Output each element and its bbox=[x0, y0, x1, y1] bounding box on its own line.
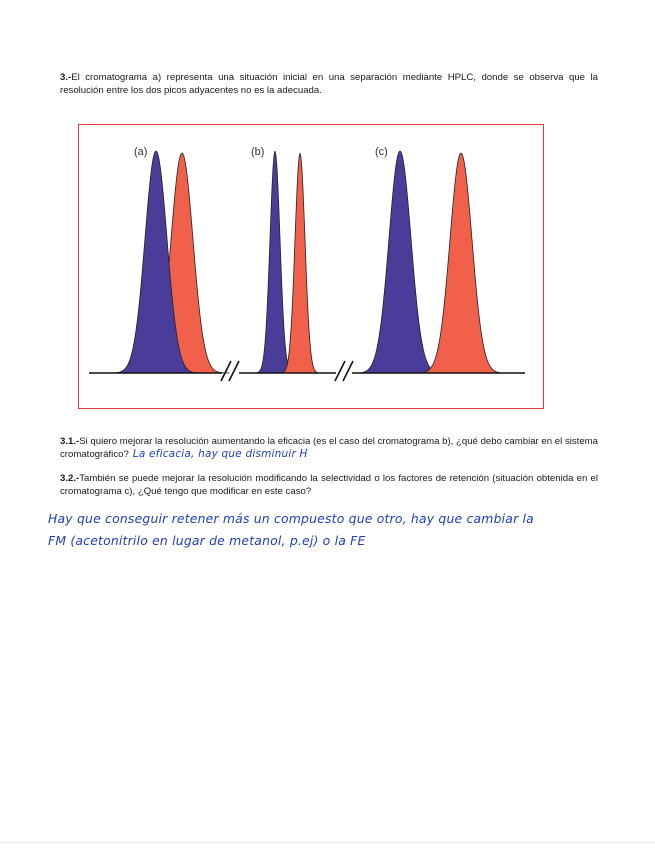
peak-b-red bbox=[282, 153, 318, 373]
question-3-2 bbox=[60, 472, 598, 498]
answer-line-1: Hay que conseguir retener más un compuesto que otro, hay que cambiar la bbox=[48, 511, 534, 526]
chromatogram-svg bbox=[79, 125, 545, 410]
question-3-1 bbox=[60, 435, 598, 461]
question-3-text: El cromatograma a) representa una situación inicial en una separación mediante HPLC, donde se observa que la resolución entre los dos picos adyacentes no es la adecuada. bbox=[60, 72, 598, 96]
question-3-1-handwritten-answer: La eficacia, hay que disminuir H bbox=[132, 448, 308, 460]
panel-label-b: (b) bbox=[251, 146, 265, 158]
question-3-2-handwritten-answer bbox=[48, 508, 608, 552]
answer-line-2: FM (acetonitrilo en lugar de metanol, p.ej) o la FE bbox=[48, 533, 366, 548]
chromatogram-figure bbox=[78, 124, 544, 409]
page-bottom-edge bbox=[0, 842, 655, 843]
peak-c-blue bbox=[362, 151, 439, 373]
question-3-2-number: 3.2.- bbox=[60, 473, 80, 484]
question-3-1-text: Si quiero mejorar la resolución aumentando la eficacia (es el caso del cromatograma b), ¿qué debo cambiar en el sistema cromatográfico? bbox=[60, 436, 598, 460]
question-3-2-text: También se puede mejorar la resolución modificando la selectividad o los factores de retención (situación obtenida en el cromatograma c), ¿Qué tengo que modificar en este caso? bbox=[60, 473, 598, 497]
question-3-number: 3.- bbox=[60, 72, 72, 83]
question-3-1-number: 3.1.- bbox=[60, 436, 80, 447]
panel-label-c: (c) bbox=[375, 146, 388, 158]
peak-b-blue bbox=[257, 151, 293, 373]
axis-break-mark-1 bbox=[221, 361, 239, 381]
question-3 bbox=[60, 71, 598, 97]
panel-label-a: (a) bbox=[134, 146, 148, 158]
axis-break-mark-2 bbox=[335, 361, 353, 381]
peak-c-red bbox=[423, 153, 500, 373]
